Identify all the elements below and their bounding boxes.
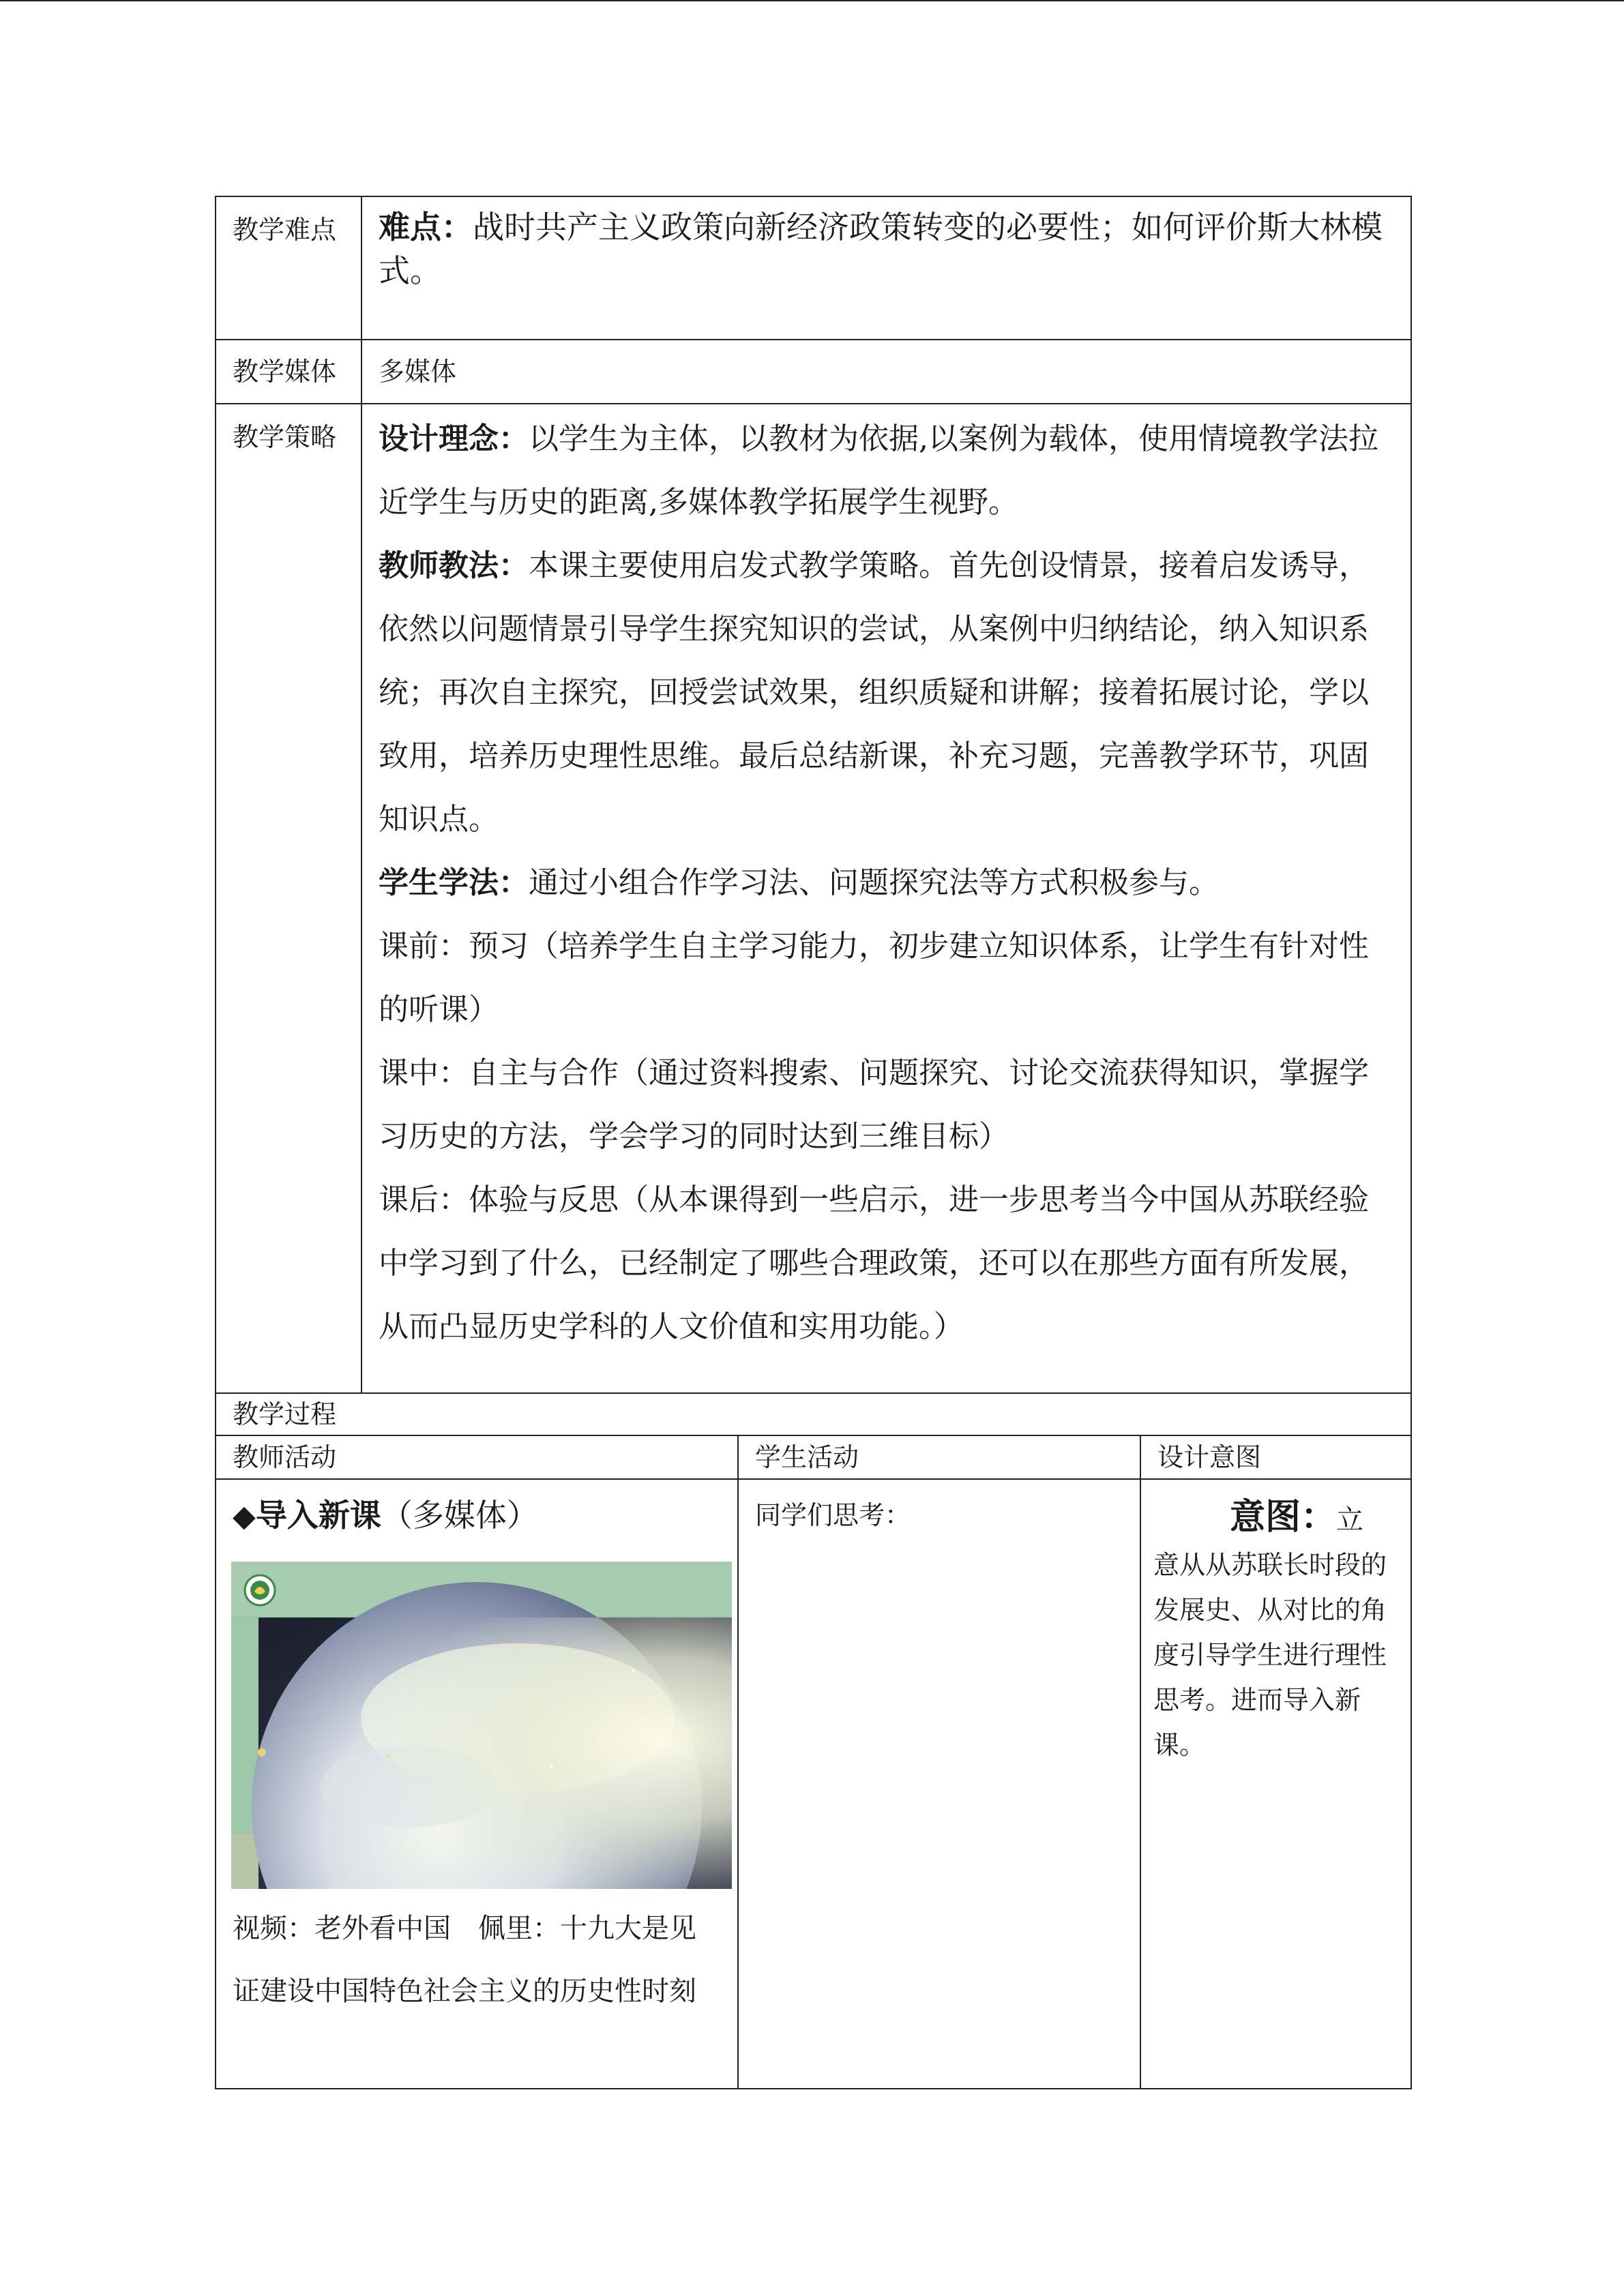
design-intent-cell [1140,1479,1411,2089]
col-design-intent: 设计意图 [1140,1435,1411,1479]
student-activity-cell [738,1479,1140,2089]
video-caption-line2: 证建设中国特色社会主义的历史性时刻 [233,1976,696,2007]
intent-heading-small: 立 [1336,1504,1364,1536]
media-label: 教学媒体 [216,340,361,404]
strategy-content [361,404,1411,1393]
design-concept [379,407,1394,534]
video-thumbnail[interactable] [231,1562,732,1889]
process-content-row [216,1479,1411,2089]
student-method [379,851,1394,914]
intent-heading-big: 意图： [1230,1496,1337,1538]
intent-text: 意从从苏联长时段的发展史、从对比的角度引导学生进行理性思考。进而导入新课。 [1153,1550,1387,1760]
page-top-border [0,0,1624,1]
during-class: 课中：自主与合作（通过资料搜索、问题探究、讨论交流获得知识，掌握学习历史的方法，学会学习的同时达到三维目标） [379,1056,1369,1154]
student-method-text: 通过小组合作学习法、问题探究法等方式积极参与。 [529,865,1219,900]
strategy-label: 教学策略 [216,404,361,1393]
media-row [216,340,1411,404]
strategy-row [216,404,1411,1393]
difficulty-label: 教学难点 [216,196,361,340]
before-class: 课前：预习（培养学生自主学习能力，初步建立知识体系，让学生有针对性的听课） [379,929,1369,1027]
diamond-bullet-icon: ◆ [233,1499,256,1534]
process-title-row [216,1393,1411,1435]
difficulty-row [216,196,1411,340]
col-teacher-activity: 教师活动 [216,1435,738,1479]
design-prefix: 设计理念： [379,421,529,456]
teacher-method-prefix: 教师教法： [379,548,529,583]
after-class: 课后：体验与反思（从本课得到一些启示，进一步思考当今中国从苏联经验中学习到了什么，已经制定了哪些合理政策，还可以在那些方面有所发展，从而凸显历史学科的人文价值和实用功能。） [379,1182,1369,1344]
teacher-activity-cell [216,1479,738,2089]
teacher-method-text: 本课主要使用启发式教学策略。首先创设情景，接着启发诱导，依然以问题情景引导学生探究知识的尝试，从案例中归纳结论，纳入知识系统；再次自主探究，回授尝试效果，组织质疑和讲解；接着拓展讨论，学以致用，培养历史理性思维。最后总结新课，补充习题，完善教学环节，巩固知识点。 [379,548,1369,837]
student-activity-text: 同学们思考： [755,1500,911,1530]
intent-heading [1153,1495,1398,1542]
process-header-row [216,1435,1411,1479]
media-value: 多媒体 [361,340,1411,404]
difficulty-text: 战时共产主义政策向新经济政策转变的必要性；如何评价斯大林模式。 [379,209,1383,289]
process-title: 教学过程 [216,1393,1411,1435]
video-caption [233,1897,729,2023]
design-text: 以学生为主体，以教材为依据,以案例为载体，使用情境教学法拉近学生与历史的距离,多媒体教学拓展学生视野。 [379,421,1378,520]
video-caption-line1: 视频：老外看中国 佩里：十九大是见 [233,1913,696,1944]
intro-heading [233,1495,729,1537]
school-logo-icon [245,1575,275,1605]
col-student-activity: 学生活动 [738,1435,1140,1479]
lesson-plan-table [215,196,1411,2089]
intro-heading-note: （多媒体） [381,1497,538,1534]
intro-heading-text: 导入新课 [255,1497,381,1534]
difficulty-content [361,196,1411,340]
student-method-prefix: 学生学法： [379,865,529,900]
teacher-method [379,534,1394,851]
difficulty-prefix: 难点： [379,209,473,245]
